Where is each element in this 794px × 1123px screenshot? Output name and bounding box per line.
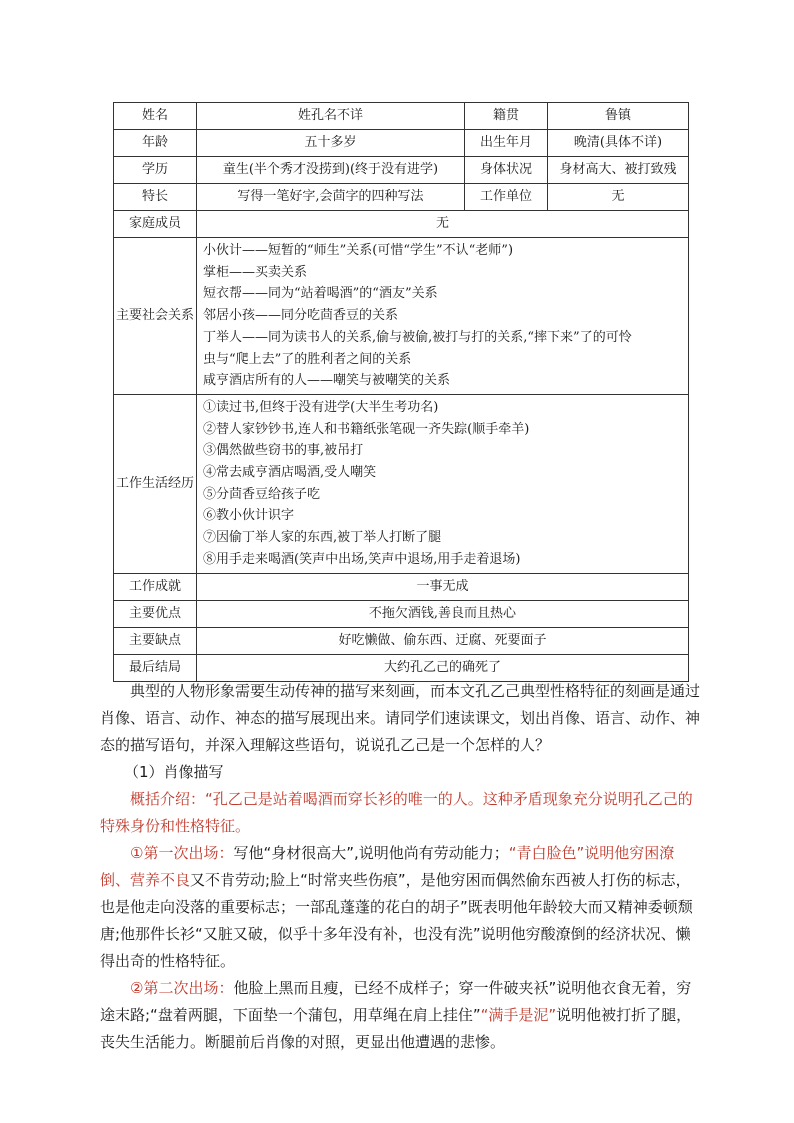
list-item: 虫与“爬上去”了的胜利者之间的关系 [203,351,412,367]
first-appearance-text: 写他“身材很高大”,说明他尚有劳动能力； [233,844,509,862]
table-row [114,211,689,238]
list-item: ①读过书,但终于没有进学(大半生考功名) [203,399,439,415]
first-appearance-rest: 又不肯劳动;脸上“时常夹些伤痕”，是他穷困而偶然偷东西被人打伤的标志，也是他走向没落的重要标志；一部乱蓬蓬的花白的胡子”既表明他年龄较大而又精神委顿颓唐;他那件长衫“又脏又破，似乎十多年没有补，也没有洗”说明他穷酸潦倒的经济状况、懒得出奇的性格特征。 [100,871,693,970]
cell-label: 工作成就 [114,573,197,600]
social-relations-cell [197,238,689,395]
cell-value: 好吃懒做、偷东西、迂腐、死要面子 [197,627,689,654]
second-appearance-rest: 说明他被打折了腿，丧失生活能力。断腿前后肖像的对照，更显出他遭遇的悲惨。 [100,1006,692,1051]
list-item: ⑦因偷丁举人家的东西,被丁举人打断了腿 [203,530,442,546]
list-item: 丁举人——同为读书人的关系,偷与被偷,被打与打的关系,“摔下来”了的可怜 [203,329,632,345]
cell-label: 最后结局 [114,654,197,681]
cell-label: 特长 [114,184,197,211]
cell-value: 不拖欠酒钱,善良而且热心 [197,600,689,627]
list-item: 小伙计——短暂的“师生”关系(可惜“学生”不认“老师”) [203,243,514,258]
cell-label: 主要缺点 [114,627,197,654]
cell-label: 年龄 [114,130,197,157]
cell-value: 无 [548,184,689,211]
cell-value: 身材高大、被打致残 [548,157,689,184]
cell-value: 晚清(具体不详) [548,130,689,157]
list-item: ③偶然做些窃书的事,被吊打 [203,443,364,459]
cell-label: 主要社会关系 [114,238,197,395]
article-body [100,678,700,1056]
second-appearance-label: ②第二次出场： [130,979,234,997]
second-appearance-highlight: “满手是泥” [480,1006,557,1024]
work-history-cell [197,394,689,573]
table-row [114,238,689,395]
table-row [114,184,689,211]
cell-label: 身体状况 [465,157,548,184]
cell-label: 主要优点 [114,600,197,627]
cell-value: 五十多岁 [197,130,465,157]
list-item: ②替人家钞钞书,连人和书籍纸张笔砚一齐失踪(顺手牵羊) [203,421,530,437]
cell-value: 童生(半个秀才没捞到)(终于没有进学) [197,157,465,184]
cell-label: 姓名 [114,103,197,130]
list-item: ⑧用手走来喝酒(笑声中出场,笑声中退场,用手走着退场) [203,551,521,567]
table-row [114,130,689,157]
first-appearance-paragraph [100,840,700,975]
list-item: 掌柜——买卖关系 [203,264,308,280]
second-appearance-text: 他脸上黑而且瘦，已经不成样子；穿一件破夹袄”说明他衣食无着，穷途末路;“盘着两腿，下面垫一个蒲包，用草绳在肩上挂住” [100,979,692,1024]
overview-paragraph: 概括介绍：“孔乙己是站着喝酒而穿长衫的唯一的人。这种矛盾现象充分说明孔乙己的特殊身份和性格特征。 [100,790,693,835]
cell-label: 家庭成员 [114,211,197,238]
cell-value: 鲁镇 [548,103,689,130]
cell-value: 一事无成 [197,573,689,600]
profile-table [113,102,689,682]
cell-value: 无 [197,211,689,238]
cell-value: 姓孔名不详 [197,103,465,130]
list-item: ⑤分茴香豆给孩子吃 [203,486,321,502]
table-row [114,654,689,681]
table-row [114,103,689,130]
table-row [114,157,689,184]
first-appearance-label: ①第一次出场： [130,844,234,862]
table-row [114,573,689,600]
cell-label: 出生年月 [465,130,548,157]
table-row [114,600,689,627]
list-item: 短衣帮——同为“站着喝酒”的“酒友”关系 [203,286,438,302]
table-row [114,627,689,654]
cell-label: 工作生活经历 [114,394,197,573]
second-appearance-paragraph [100,975,700,1056]
table-row [114,394,689,573]
intro-paragraph: 典型的人物形象需要生动传神的描写来刻画，而本文孔乙己典型性格特征的刻画是通过肖像、语言、动作、神态的描写展现出来。请同学们速读课文，划出肖像、语言、动作、神态的描写语句，并深入理解这些语句，说说孔乙己是一个怎样的人？ [100,682,701,754]
list-item: ⑥教小伙计识字 [203,508,295,524]
list-item: ④常去咸亨酒店喝酒,受人嘲笑 [203,465,377,481]
cell-label: 学历 [114,157,197,184]
cell-value: 写得一笔好字,会茴字的四种写法 [197,184,465,211]
cell-value: 大约孔乙己的确死了 [197,654,689,681]
cell-label: 籍贯 [465,103,548,130]
list-item: 咸亨酒店所有的人——嘲笑与被嘲笑的关系 [203,373,451,389]
cell-label: 工作单位 [465,184,548,211]
section-heading: （1）肖像描写 [124,763,224,781]
list-item: 邻居小孩——同分吃茴香豆的关系 [203,308,399,324]
first-appearance-highlight: “青白脸色”说明他穷困潦倒、营养不良 [100,844,675,889]
